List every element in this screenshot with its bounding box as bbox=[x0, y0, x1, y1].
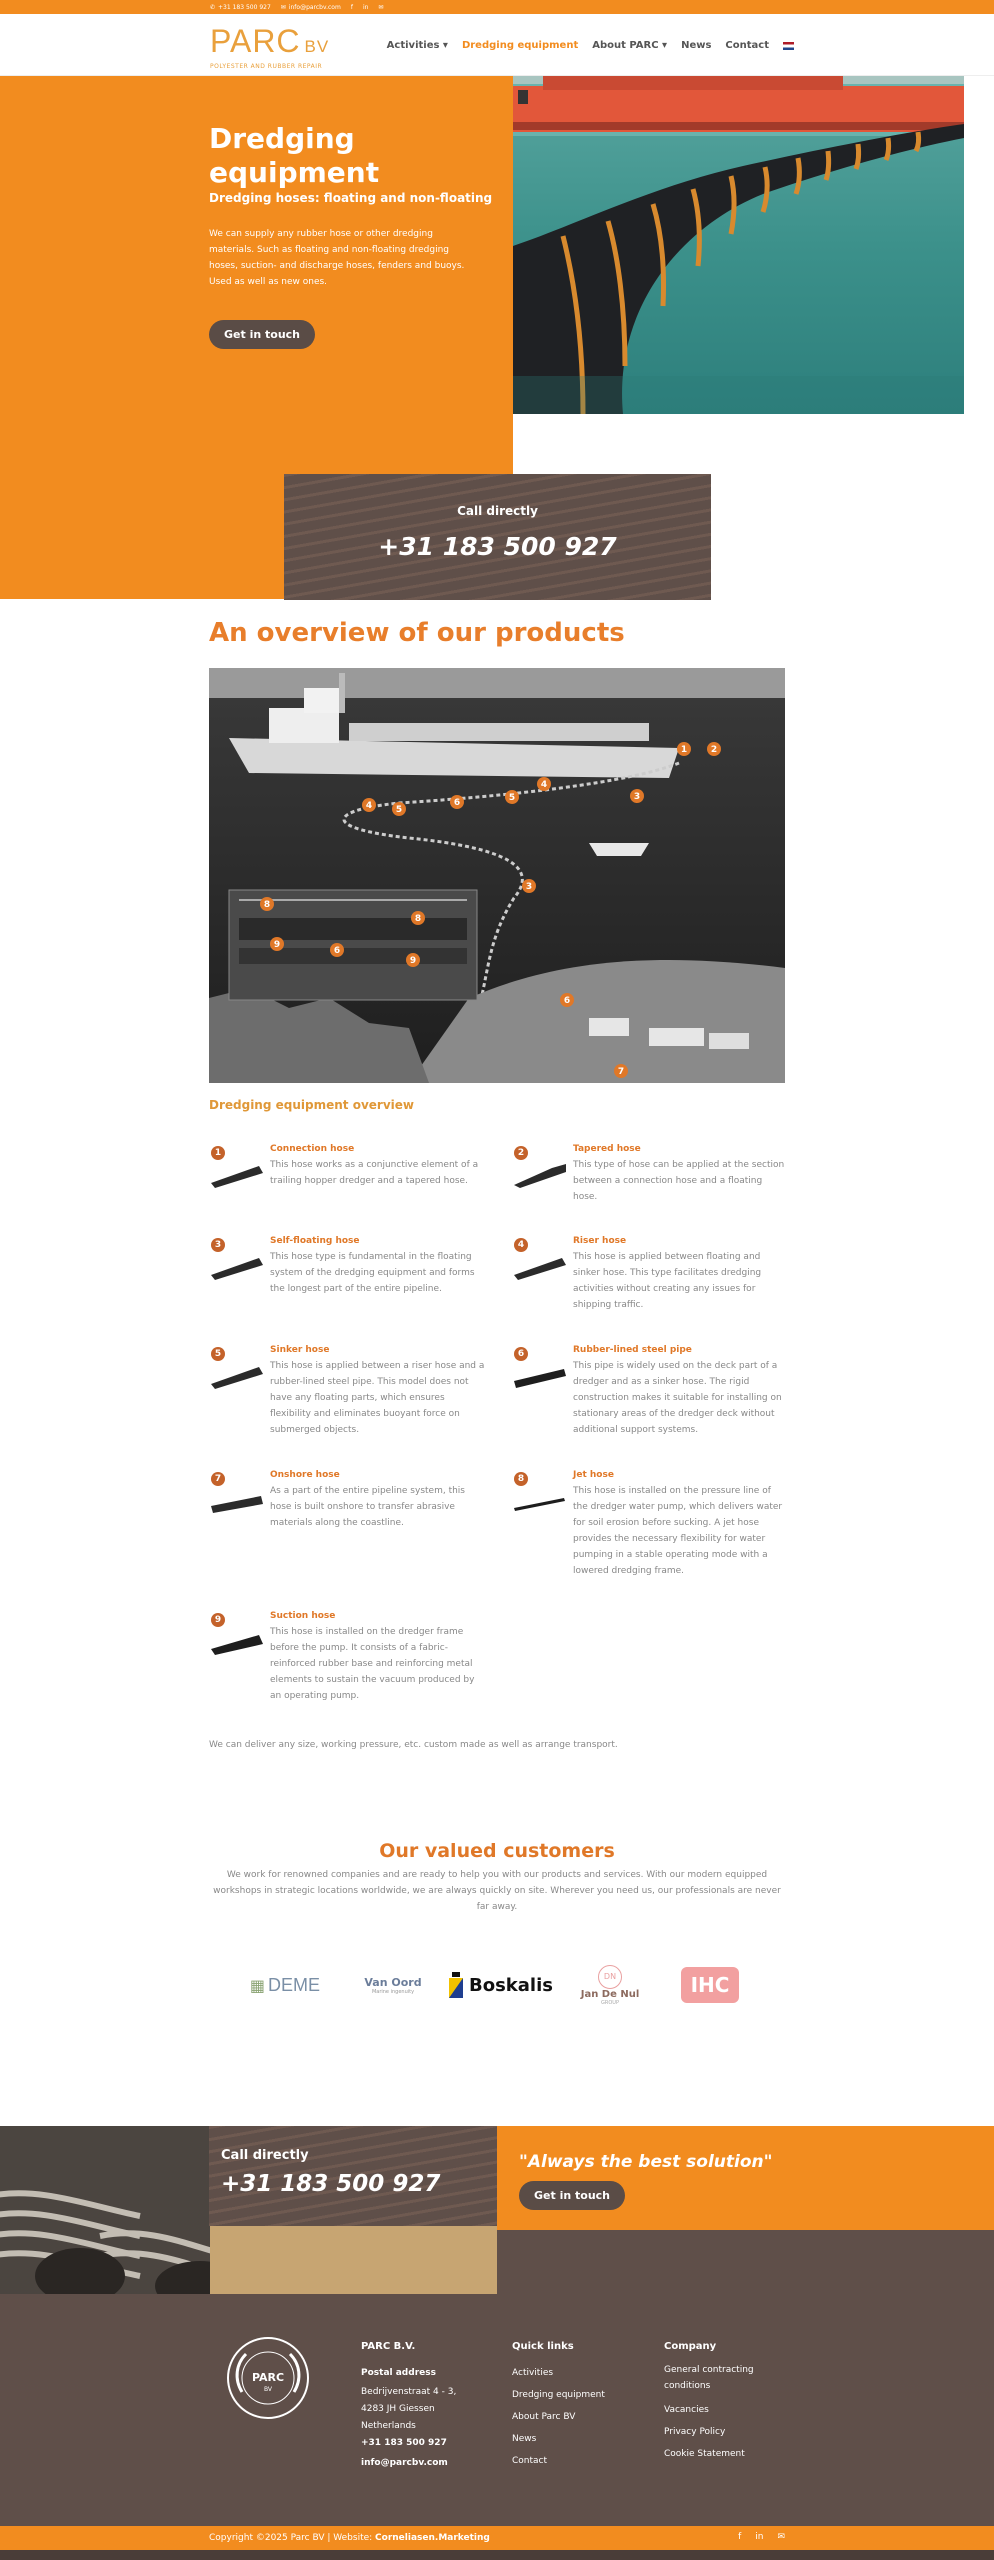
overview-marker bbox=[677, 742, 691, 756]
product-number: 3 bbox=[211, 1238, 225, 1252]
svg-text:3: 3 bbox=[633, 792, 641, 802]
svg-text:2: 2 bbox=[710, 745, 718, 755]
footer-contact-column bbox=[361, 2336, 501, 2474]
overview-marker bbox=[522, 879, 536, 893]
footer-link-activities[interactable]: Activities bbox=[512, 2368, 554, 2378]
overview-marker bbox=[630, 789, 644, 803]
cta-phone-number[interactable]: +31 183 500 927 bbox=[221, 2171, 441, 2197]
nav-dredging-equipment[interactable]: Dredging equipment bbox=[461, 40, 579, 51]
email-link[interactable]: ✉ info@parcbv.com bbox=[280, 3, 341, 11]
nav-about-parc[interactable]: About PARC ▾ bbox=[592, 40, 668, 51]
product-title: Suction hose bbox=[270, 1611, 336, 1621]
hose-icon bbox=[209, 1250, 265, 1280]
boskalis-logo: Boskalis bbox=[445, 1960, 555, 2010]
delivery-note: We can deliver any size, working pressure, etc. custom made as well as arrange transport. bbox=[209, 1740, 618, 1750]
product-description: As a part of the entire pipeline system, this hose is built onshore to transfer abrasive materials along the coastline. bbox=[270, 1486, 465, 1528]
product-title: Self-floating hose bbox=[270, 1236, 360, 1246]
overview-marker bbox=[537, 777, 551, 791]
hose-icon bbox=[209, 1625, 265, 1655]
product-description: This pipe is widely used on the deck part of a dredger and as a sinker hose. The rigid construction makes it suitable for installing on stationary areas of the dredger deck without additional support systems. bbox=[573, 1361, 782, 1435]
svg-text:6: 6 bbox=[333, 946, 341, 956]
ihc-logo: IHC bbox=[670, 1960, 750, 2010]
hose-icon bbox=[512, 1359, 568, 1389]
svg-text:8: 8 bbox=[414, 914, 422, 924]
linkedin-icon[interactable]: in bbox=[755, 2532, 764, 2542]
overview-marker bbox=[270, 937, 284, 951]
phone-link[interactable]: ✆ +31 183 500 927 bbox=[210, 3, 271, 11]
parc-seal-logo bbox=[224, 2334, 312, 2422]
product-item bbox=[512, 1345, 802, 1445]
phone-icon: ✆ bbox=[210, 3, 216, 11]
product-description: This hose works as a conjunctive element of a trailing hopper dredger and a tapered hose. bbox=[270, 1160, 479, 1186]
nav-news[interactable]: News bbox=[681, 40, 712, 51]
overview-marker bbox=[260, 897, 274, 911]
svg-text:4: 4 bbox=[540, 780, 548, 790]
customers-text: We work for renowned companies and are ready to help you with our products and services. With our modern equipped workshops in strategic locations worldwide, we are always quickly on site. Wherever you need us, our professionals are never far away. bbox=[213, 1870, 781, 1912]
overview-marker bbox=[411, 911, 425, 925]
svg-text:6: 6 bbox=[563, 996, 571, 1006]
boskalis-emblem-icon bbox=[447, 1972, 465, 1998]
hose-icon bbox=[209, 1484, 265, 1514]
customer-logos bbox=[230, 1960, 770, 2010]
call-directly-box bbox=[284, 474, 711, 600]
hose-icon bbox=[209, 1158, 265, 1188]
product-item bbox=[512, 1236, 802, 1336]
footer-email[interactable]: info@parcbv.com bbox=[361, 2458, 448, 2468]
product-title: Riser hose bbox=[573, 1236, 627, 1246]
footer-company-links bbox=[664, 2336, 784, 2465]
jan-de-nul-logo: DN Jan De Nul GROUP bbox=[565, 1960, 655, 2010]
page-title: Dredging equipment bbox=[209, 122, 380, 189]
product-description: This type of hose can be applied at the section between a connection hose and a floating hose. bbox=[573, 1160, 785, 1202]
deme-logo: ▦ DEME bbox=[249, 1974, 321, 1995]
svg-text:5: 5 bbox=[395, 805, 403, 815]
footer-address-line: Bedrijvenstraat 4 - 3, bbox=[361, 2387, 457, 2397]
overview-marker bbox=[392, 802, 406, 816]
footer-link-privacy[interactable]: Privacy Policy bbox=[664, 2427, 726, 2437]
dredging-overview-image bbox=[209, 668, 785, 1083]
product-description: This hose is installed on the dredger frame before the pump. It consists of a fabric-reinforced rubber base and reinforcing metal elements to sustain the vacuum produced by an operating pump. bbox=[270, 1627, 475, 1701]
footer-link-vacancies[interactable]: Vacancies bbox=[664, 2405, 709, 2415]
product-title: Sinker hose bbox=[270, 1345, 330, 1355]
chevron-down-icon: ▾ bbox=[442, 40, 448, 51]
footer-link-cookies[interactable]: Cookie Statement bbox=[664, 2449, 745, 2459]
site-logo[interactable]: PARC BV POLYESTER AND RUBBER REPAIR bbox=[210, 23, 330, 70]
overview-marker bbox=[505, 790, 519, 804]
overview-marker bbox=[330, 943, 344, 957]
hero-text: We can supply any rubber hose or other dredging materials. Such as floating and non-floating dredging hoses, suction- and discharge hoses, fenders and buoys. Used as well as new ones. bbox=[209, 229, 465, 287]
facebook-icon[interactable]: f bbox=[350, 3, 353, 11]
company-links-title: Company bbox=[664, 2341, 717, 2352]
hose-icon bbox=[512, 1250, 568, 1280]
quick-links-title: Quick links bbox=[512, 2341, 574, 2352]
overview-subtitle: Dredging equipment overview bbox=[209, 1098, 414, 1112]
copyright-bar bbox=[0, 2526, 994, 2550]
overview-marker bbox=[450, 795, 464, 809]
product-number: 2 bbox=[514, 1146, 528, 1160]
product-title: Tapered hose bbox=[573, 1144, 641, 1154]
hose-icon bbox=[512, 1484, 568, 1514]
svg-text:PARC: PARC bbox=[251, 2371, 285, 2384]
product-title: Connection hose bbox=[270, 1144, 355, 1154]
hose-icon bbox=[512, 1158, 568, 1188]
mail-icon: ✉ bbox=[280, 3, 286, 11]
hero-section bbox=[0, 76, 994, 599]
footer-phone[interactable]: +31 183 500 927 bbox=[361, 2438, 447, 2448]
call-directly-label: Call directly bbox=[457, 504, 538, 518]
footer-company-name: PARC B.V. bbox=[361, 2341, 416, 2352]
overview-marker bbox=[707, 742, 721, 756]
product-description: This hose type is fundamental in the floating system of the dredging equipment and forms the longest part of the entire pipeline. bbox=[270, 1252, 475, 1294]
call-phone-number[interactable]: +31 183 500 927 bbox=[378, 532, 617, 561]
overview-marker bbox=[362, 798, 376, 812]
overview-title: An overview of our products bbox=[209, 618, 625, 648]
product-number: 6 bbox=[514, 1347, 528, 1361]
cta-orange-panel bbox=[497, 2126, 994, 2230]
overview-marker bbox=[614, 1064, 628, 1078]
product-item bbox=[209, 1236, 499, 1336]
footer-link-contact[interactable]: Contact bbox=[512, 2456, 548, 2466]
cta-call-label: Call directly bbox=[221, 2148, 309, 2163]
dutch-flag-icon[interactable] bbox=[783, 42, 794, 50]
svg-text:4: 4 bbox=[365, 801, 373, 811]
chevron-down-icon: ▾ bbox=[662, 40, 668, 51]
hero-subtitle: Dredging hoses: floating and non-floating bbox=[209, 191, 493, 205]
product-item bbox=[209, 1345, 499, 1445]
hose-icon bbox=[209, 1359, 265, 1389]
product-item bbox=[209, 1470, 499, 1570]
site-header bbox=[0, 14, 994, 76]
product-item bbox=[209, 1611, 499, 1711]
svg-text:1: 1 bbox=[680, 745, 688, 755]
bottom-bar bbox=[0, 2550, 994, 2560]
customers-title: Our valued customers bbox=[379, 1840, 615, 1862]
product-title: Jet hose bbox=[573, 1470, 614, 1480]
facebook-icon[interactable]: f bbox=[738, 2532, 742, 2542]
svg-text:3: 3 bbox=[525, 882, 533, 892]
product-description: This hose is installed on the pressure line of the dredger water pump, which delivers water for soil erosion before sucking. A jet hose provides the necessary flexibility for water pumping in a stable operating mode with a lowered dredging frame. bbox=[573, 1486, 783, 1576]
agency-link[interactable]: Corneliasen.Marketing bbox=[375, 2533, 490, 2543]
product-item bbox=[512, 1144, 802, 1244]
footer-address-line: 4283 JH Giessen bbox=[361, 2404, 435, 2414]
product-number: 4 bbox=[514, 1238, 528, 1252]
slogan: "Always the best solution" bbox=[519, 2152, 773, 2172]
product-number: 5 bbox=[211, 1347, 225, 1361]
footer-link-general-conditions[interactable]: General contracting conditions bbox=[664, 2365, 754, 2391]
product-title: Onshore hose bbox=[270, 1470, 340, 1480]
top-bar bbox=[0, 0, 994, 14]
svg-text:7: 7 bbox=[617, 1067, 625, 1077]
footer-link-about[interactable]: About Parc BV bbox=[512, 2412, 576, 2422]
product-item bbox=[512, 1470, 802, 1576]
get-in-touch-button[interactable]: Get in touch bbox=[209, 320, 315, 349]
svg-text:5: 5 bbox=[508, 793, 516, 803]
product-number: 1 bbox=[211, 1146, 225, 1160]
linkedin-icon[interactable]: in bbox=[362, 3, 369, 11]
footer-address-label: Postal address bbox=[361, 2368, 436, 2378]
product-number: 7 bbox=[211, 1472, 225, 1486]
nav-activities[interactable]: Activities ▾ bbox=[386, 40, 448, 51]
product-item bbox=[209, 1144, 499, 1244]
footer-link-dredging-equipment[interactable]: Dredging equipment bbox=[512, 2390, 605, 2400]
footer-quick-links bbox=[512, 2336, 652, 2472]
email-social-icon[interactable]: ✉ bbox=[378, 3, 384, 11]
nav-contact[interactable]: Contact bbox=[725, 40, 769, 51]
cta-call-box bbox=[209, 2126, 497, 2226]
footer-address-line: Netherlands bbox=[361, 2421, 416, 2431]
svg-text:8: 8 bbox=[263, 900, 271, 910]
site-footer bbox=[0, 2294, 994, 2526]
copyright-text: Copyright ©2025 Parc BV | Website: bbox=[209, 2533, 373, 2543]
hero-photo bbox=[513, 76, 964, 414]
product-title: Rubber-lined steel pipe bbox=[573, 1345, 692, 1355]
overview-marker bbox=[406, 953, 420, 967]
overview-marker bbox=[560, 993, 574, 1007]
product-number: 8 bbox=[514, 1472, 528, 1486]
svg-text:9: 9 bbox=[273, 940, 281, 950]
footer-link-news[interactable]: News bbox=[512, 2434, 537, 2444]
product-number: 9 bbox=[211, 1613, 225, 1627]
svg-text:6: 6 bbox=[453, 798, 461, 808]
cta-get-in-touch-button[interactable]: Get in touch bbox=[519, 2181, 625, 2210]
svg-text:BV: BV bbox=[263, 2386, 273, 2393]
product-description: This hose is applied between a riser hose and a rubber-lined steel pipe. This model does not have any floating parts, which ensures flexibility and eliminates buoyant force on submerged objects. bbox=[270, 1361, 485, 1435]
svg-text:9: 9 bbox=[409, 956, 417, 966]
product-description: This hose is applied between floating and sinker hose. This type facilitates dredging activities without creating any issues for shipping traffic. bbox=[573, 1252, 762, 1310]
van-oord-logo: Van Oord Marine ingenuity bbox=[364, 1975, 422, 1995]
main-nav bbox=[387, 40, 794, 51]
mail-icon[interactable]: ✉ bbox=[777, 2532, 785, 2542]
